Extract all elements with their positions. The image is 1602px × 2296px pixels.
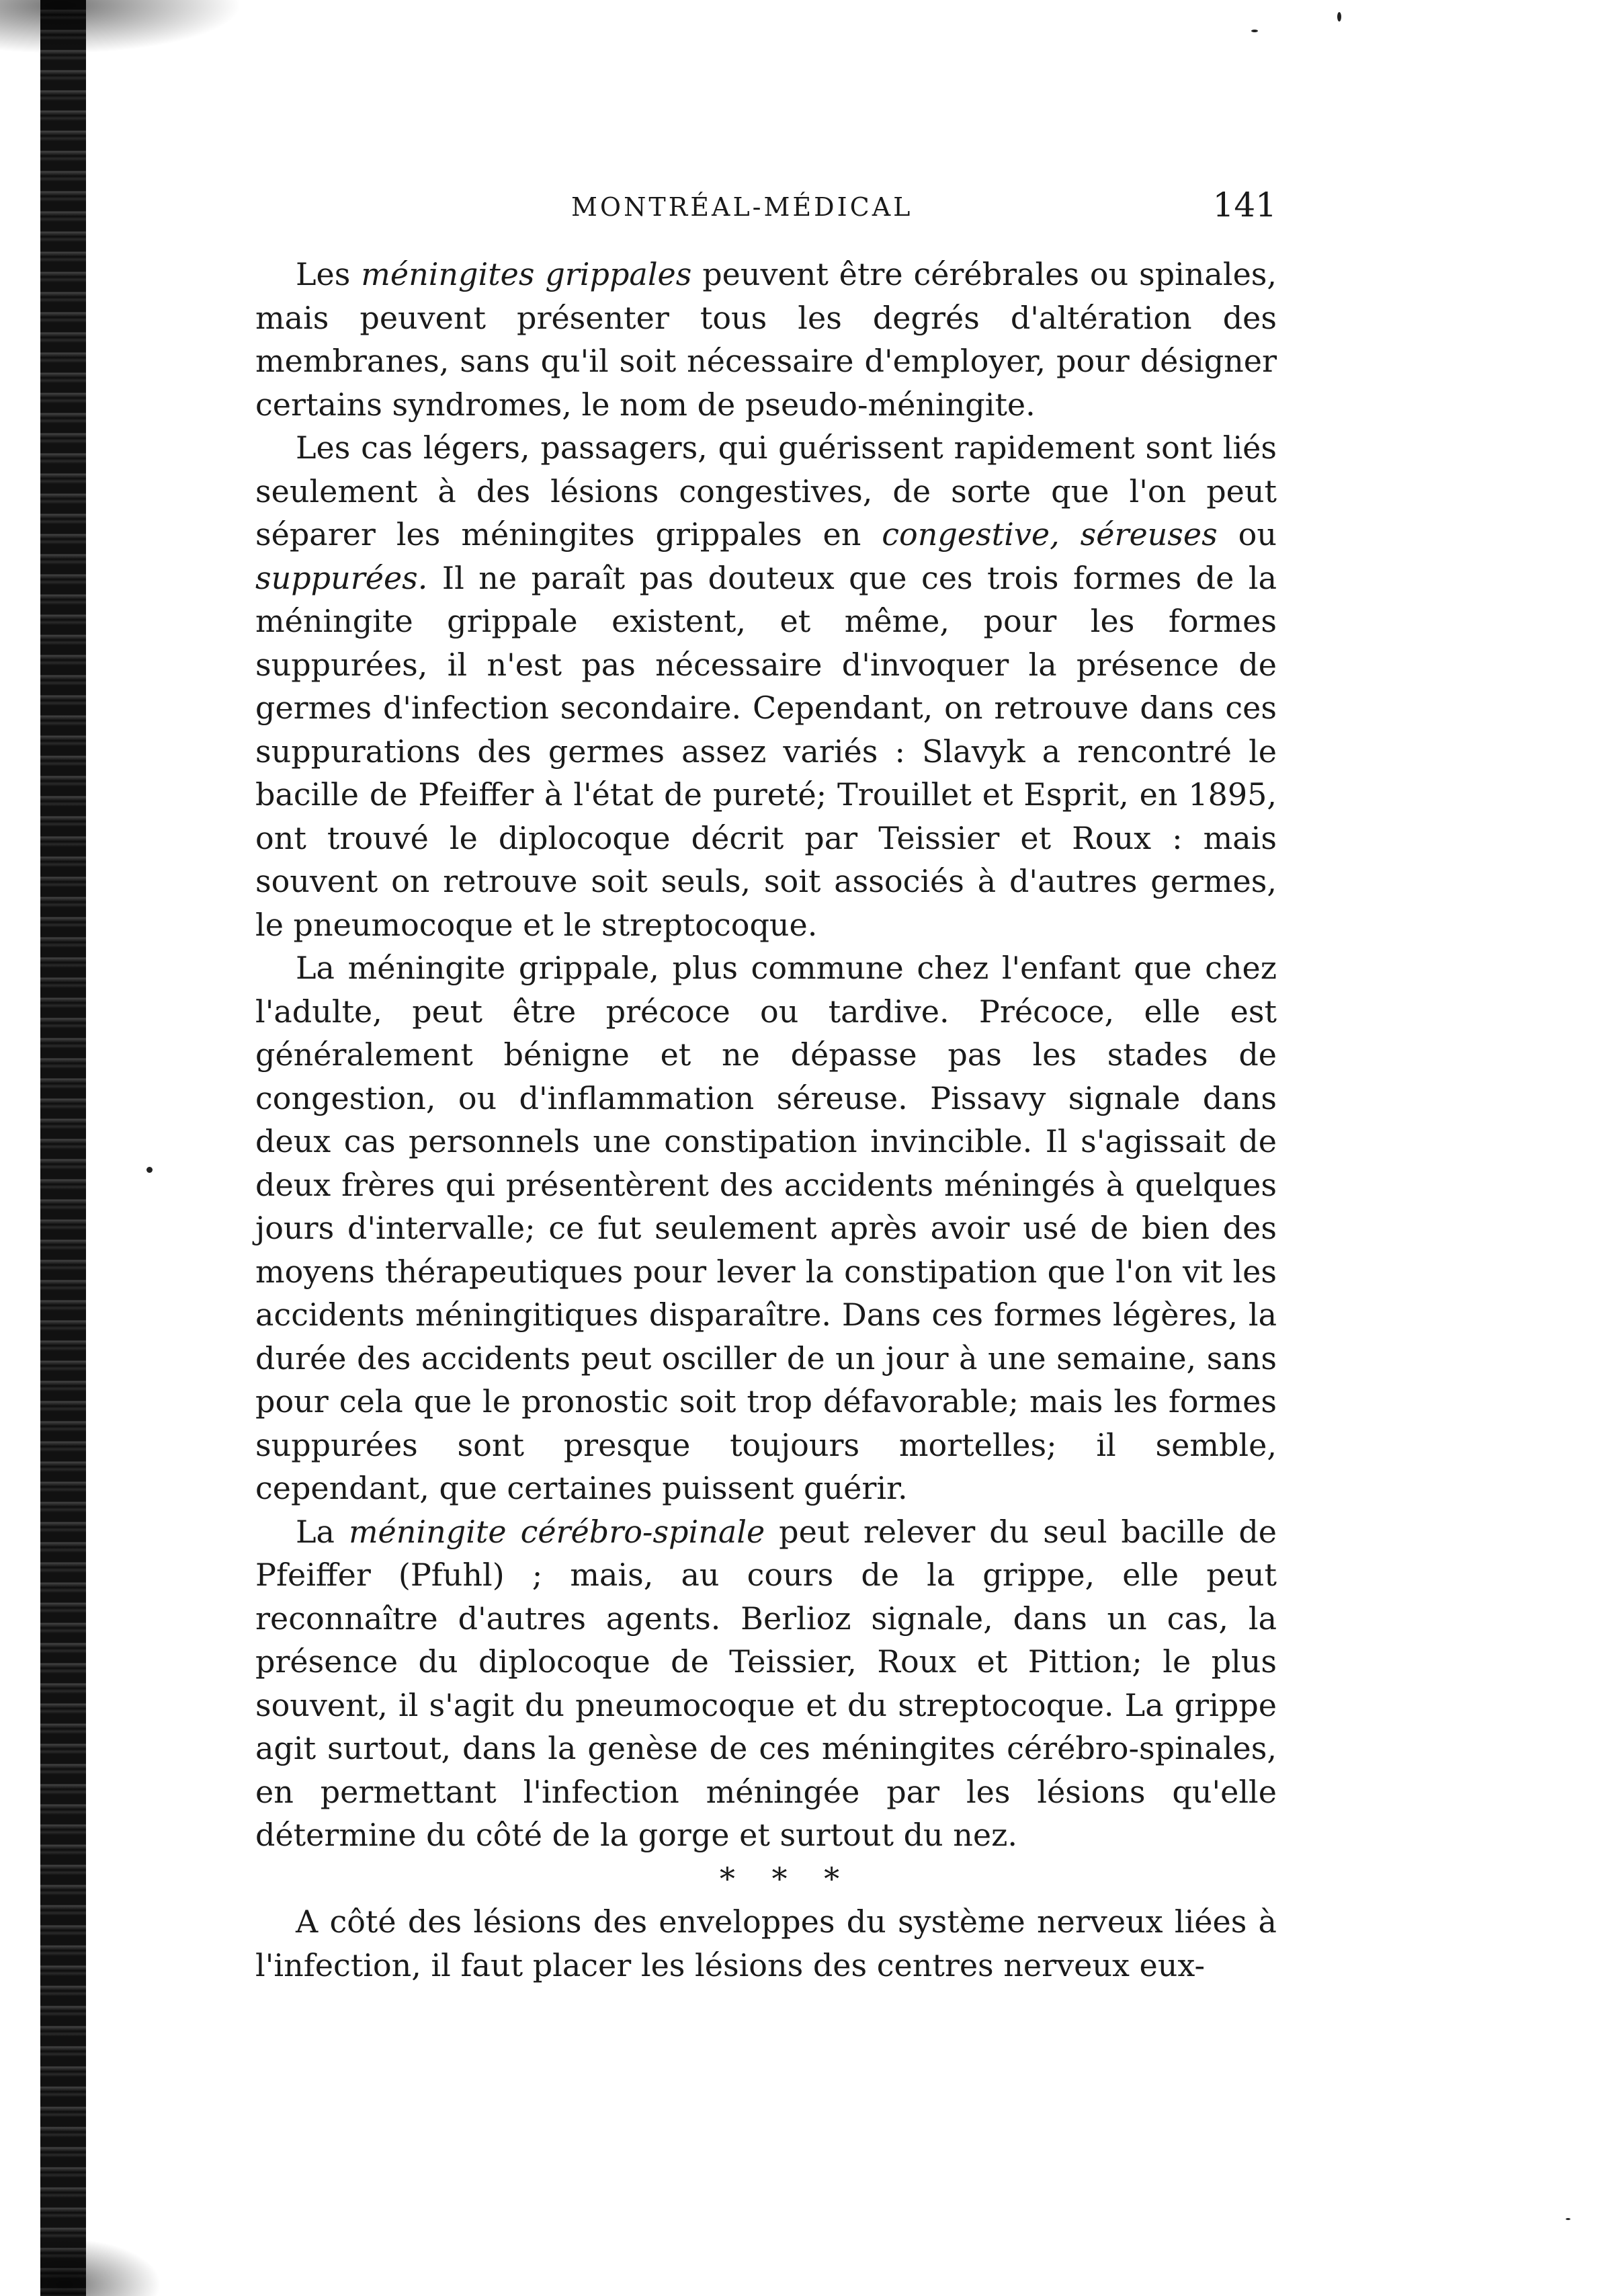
italic-term: méningites grippales	[361, 256, 692, 292]
paragraph-3: La méningite grippale, plus commune chez l'enfant que chez l'adulte, peut être précoce ou tardive. Précoce, elle est généralement bénigne et ne dépasse pas les stades de congestion, ou d'inflammation séreuse. Pissavy signale dans deux cas personnels une constipation invincible. Il s'agissait de deux frères qui présentèrent des accidents méningés à quelques jours d'intervalle; ce fut seulement après avoir usé de bien des moyens thérapeutiques pour lever la constipation que l'on vit les accidents méningitiques disparaître. Dans ces formes légères, la durée des accidents peut osciller de un jour à une semaine, sans pour cela que le pronostic soit trop défavorable; mais les formes suppurées sont presque toujours mortelles; il semble, cependant, que certaines puissent guérir.	[255, 950, 1277, 1506]
body-text	[255, 253, 1277, 1987]
italic-term: suppurées.	[255, 559, 428, 596]
running-header	[255, 180, 1277, 234]
paragraph-4: La méningite cérébro-spinale peut relever du seul bacille de Pfeiffer (Pfuhl) ; mais, au cours de la grippe, elle peut reconnaître d'autres agents. Berlioz signale, dans un cas, la présence du diplocoque de Teissier, Roux et Pittion; le plus souvent, il s'agit du pneumocoque et du streptocoque. La grippe agit surtout, dans la genèse de ces méningites cérébro-spinales, en permettant l'infection méningée par les lésions qu'elle détermine du côté de la gorge et surtout du nez.	[255, 1513, 1277, 1853]
paragraph-2: Les cas légers, passagers, qui guérissent rapidement sont liés seulement à des lésions congestives, de sorte que l'on peut séparer les méningites grippales en congestive, séreuses ou suppurées. Il ne paraît pas douteux que ces trois formes de la méningite grippale existent, et même, pour les formes suppurées, il n'est pas nécessaire d'invoquer la présence de germes d'infection secondaire. Cependant, on retrouve dans ces suppurations des germes assez variés : Slavyk a rencontré le bacille de Pfeiffer à l'état de pureté; Trouillet et Esprit, en 1895, ont trouvé le diplocoque décrit par Teissier et Roux : mais souvent on retrouve soit seuls, soit associés à d'autres germes, le pneumocoque et le streptocoque.	[255, 429, 1277, 943]
page-binding-shadow	[40, 0, 86, 2296]
ink-speck	[1566, 2218, 1570, 2220]
italic-term: congestive, séreuses	[882, 516, 1218, 552]
ink-speck	[146, 1167, 153, 1173]
journal-title: MONTRÉAL-MÉDICAL	[571, 192, 913, 222]
italic-term: méningite cérébro-spinale	[348, 1513, 765, 1550]
ink-speck	[1337, 12, 1341, 22]
binding-top-smudge	[0, 0, 242, 54]
ink-speck	[1251, 30, 1258, 32]
binding-bottom-smudge	[40, 2238, 161, 2296]
page-number: 141	[1212, 186, 1277, 224]
paragraph-5: A côté des lésions des enveloppes du système nerveux liées à l'infection, il faut placer les lésions des centres nerveux eux-	[255, 1903, 1277, 1983]
book-page	[255, 180, 1277, 1987]
paragraph-1: Les méningites grippales peuvent être cérébrales ou spinales, mais peuvent présenter tous les degrés d'altération des membranes, sans qu'il soit nécessaire d'employer, pour désigner certains syndromes, le nom de pseudo-méningite.	[255, 256, 1277, 423]
section-separator: * * *	[719, 1860, 853, 1897]
